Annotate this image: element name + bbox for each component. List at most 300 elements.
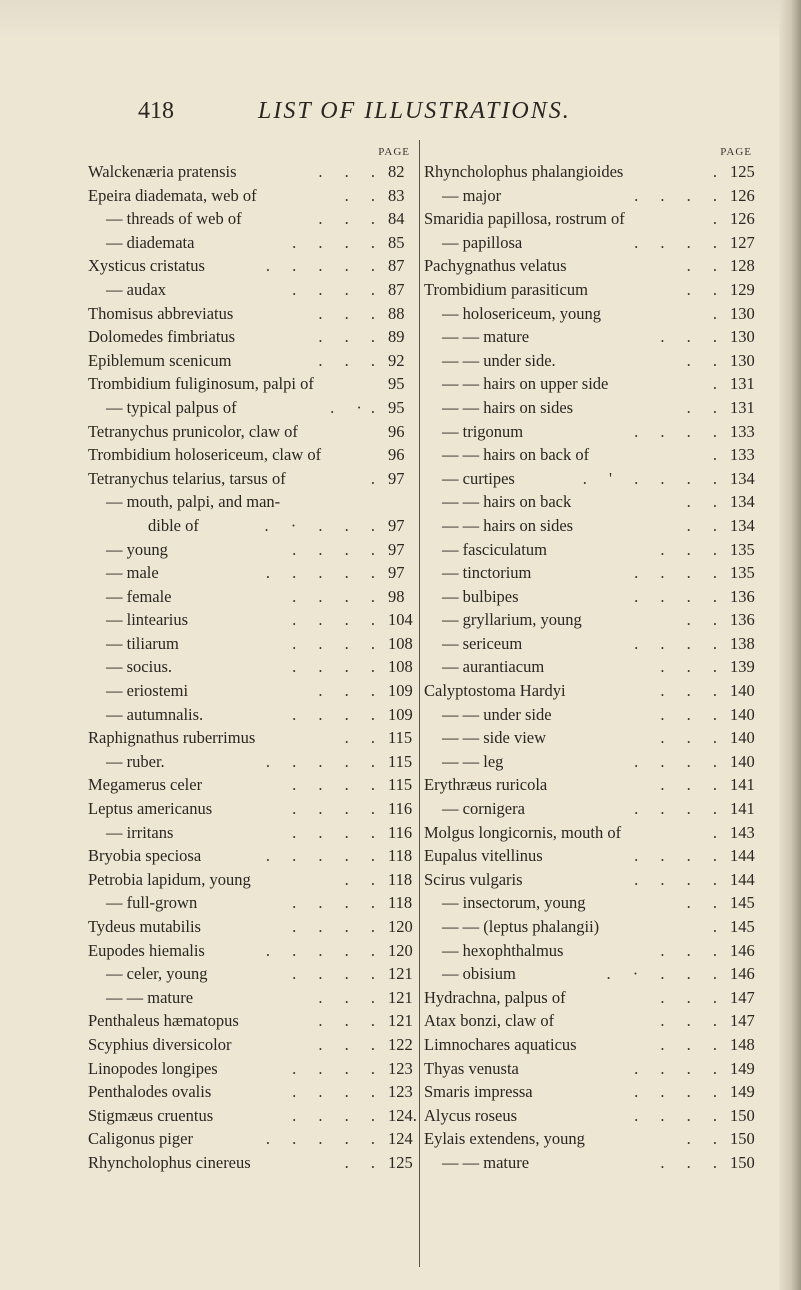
entry-title: Epiblemum scenicum [88, 350, 232, 370]
entry-title: Alycus roseus [424, 1105, 518, 1125]
list-item [88, 514, 418, 538]
entry-title: — — mature [442, 327, 530, 347]
entry-title: — celer, young [106, 964, 208, 984]
list-item [88, 1127, 418, 1151]
entry-title: Eupalus vitellinus [424, 846, 543, 866]
entry-title: Stigmæus cruentus [88, 1105, 214, 1125]
list-item [424, 679, 760, 703]
entry-title: — — hairs on back [442, 492, 572, 512]
leader-dots: . . [686, 397, 726, 417]
entry-page-number: 118 [388, 893, 413, 913]
list-item [424, 1057, 760, 1081]
list-item [88, 797, 418, 821]
entry-page-number: 82 [388, 162, 405, 181]
leader-dots: . . . . [634, 185, 726, 205]
list-item [88, 254, 418, 278]
entry-title: — fasciculatum [442, 539, 547, 559]
leader-dots: . [712, 303, 726, 323]
page-top-shadow [0, 0, 801, 40]
list-item [88, 655, 418, 679]
entry-title: Rhyncholophus cinereus [88, 1152, 251, 1172]
entry-title: — — under side [442, 704, 552, 724]
list-item [424, 797, 760, 821]
leader-dots: . . . . [634, 846, 726, 866]
list-item [88, 608, 418, 632]
leader-dots: . . . . [634, 232, 726, 252]
entry-title: — hexophthalmus [442, 940, 564, 960]
leader-dots: . . [344, 728, 384, 748]
entry-page-number: 130 [730, 327, 755, 347]
leader-dots: . ·. [330, 397, 384, 417]
list-item [424, 207, 760, 231]
leader-dots: . . . [318, 1034, 384, 1054]
entry-page-number: 130 [730, 303, 755, 323]
list-item [88, 986, 418, 1010]
entry-title: — major [442, 185, 502, 205]
entry-page-number: 118 [388, 846, 413, 866]
list-item [424, 1080, 760, 1104]
leader-dots: . ' . . . . [582, 468, 726, 488]
entry-title: Leptus americanus [88, 799, 213, 819]
entry-page-number: 148 [730, 1034, 755, 1054]
leader-dots: . . . [318, 987, 384, 1007]
list-item [88, 703, 418, 727]
list-item [424, 868, 760, 892]
list-item [424, 561, 760, 585]
entry-page-number: 139 [730, 657, 755, 677]
leader-dots: . · . . . [264, 515, 384, 535]
leader-dots: . . . [660, 987, 726, 1007]
entry-page-number: 131 [730, 374, 755, 394]
entry-title: — — (leptus phalangii) [442, 917, 600, 936]
entry-page-number: 133 [730, 445, 755, 465]
entry-title: Dolomedes fimbriatus [88, 327, 236, 347]
entry-page-number: 96 [388, 421, 405, 441]
leader-dots: . · . . . [606, 964, 726, 984]
entry-title: Scirus vulgaris [424, 869, 523, 889]
entry-title: — tinctorium [442, 563, 532, 583]
entry-page-number: 115 [388, 728, 413, 748]
page-column-label: PAGE [720, 146, 752, 158]
entry-page-number: 133 [730, 421, 755, 441]
list-item [424, 632, 760, 656]
page-title: LIST OF ILLUSTRATIONS. [258, 98, 571, 124]
entry-title: — irritans [106, 822, 174, 842]
list-item [88, 490, 418, 514]
list-item [88, 278, 418, 302]
entry-page-number: 126 [730, 185, 755, 205]
entry-title: — typical palpus of [106, 397, 237, 417]
page-column-label: PAGE [378, 146, 410, 158]
leader-dots: . . . [318, 1011, 384, 1031]
list-item [88, 868, 418, 892]
entry-page-number: 147 [730, 1011, 755, 1031]
entry-page-number: 97 [388, 515, 405, 535]
leader-dots: . . . . . [265, 846, 384, 866]
entry-page-number: 150 [730, 1129, 755, 1149]
entry-page-number: 97 [388, 468, 405, 488]
list-item [88, 231, 418, 255]
entry-title: Thomisus abbreviatus [88, 303, 234, 323]
leader-dots: . . . [660, 327, 726, 347]
entry-page-number: 109 [388, 681, 413, 701]
entry-page-number: 145 [730, 893, 755, 913]
entry-title: — eriostemi [106, 681, 189, 701]
list-item [88, 1151, 418, 1175]
entry-page-number: 118 [388, 869, 413, 889]
entry-title: Penthaleus hæmatopus [88, 1011, 239, 1031]
leader-dots: . . . . [292, 657, 384, 677]
entry-title: — — under side. [442, 350, 556, 370]
leader-dots: . . . . [292, 586, 384, 606]
page-number: 418 [138, 98, 174, 124]
entry-title: — — hairs on back of [442, 445, 590, 465]
list-item [88, 726, 418, 750]
entry-title: Eylais extendens, young [424, 1129, 585, 1149]
entry-page-number: 125 [388, 1152, 413, 1172]
entry-title: — socius. [106, 657, 172, 677]
entry-page-number: 98 [388, 586, 405, 606]
leader-dots: . [712, 445, 726, 465]
entry-title: — male [106, 563, 159, 583]
leader-dots: . . [344, 185, 384, 205]
entry-page-number: 134 [730, 492, 755, 512]
leader-dots: . . . . . [265, 751, 384, 771]
entry-page-number: 104 [388, 610, 413, 630]
entry-title: — — mature [442, 1152, 530, 1172]
entry-title: — — leg [442, 751, 504, 771]
entry-title: dible of [148, 515, 199, 535]
list-item [88, 420, 418, 444]
list-item [88, 302, 418, 326]
entry-title: Thyas venusta [424, 1058, 519, 1078]
leader-dots: . . . . [634, 421, 726, 441]
list-item [424, 891, 760, 915]
entry-title: Eupodes hiemalis [88, 940, 205, 960]
entry-page-number: 116 [388, 799, 413, 819]
list-item [88, 160, 418, 184]
leader-dots: . . . . [634, 633, 726, 653]
entry-title: — cornigera [442, 799, 525, 819]
list-item [424, 443, 760, 467]
entry-title: Petrobia lapidum, young [88, 869, 251, 889]
entry-title: — lintearius [106, 610, 189, 630]
list-item [88, 396, 418, 420]
list-item [88, 207, 418, 231]
entry-title: — sericeum [442, 633, 523, 653]
leader-dots: . . . [660, 728, 726, 748]
entry-page-number: 136 [730, 586, 755, 606]
leader-dots: . . . . [292, 917, 384, 936]
entry-page-number: 116 [388, 822, 413, 842]
entry-page-number: 97 [388, 539, 405, 559]
entry-page-number: 138 [730, 633, 755, 653]
list-item [88, 1009, 418, 1033]
entry-title: — holosericeum, young [442, 303, 602, 323]
list-item [88, 821, 418, 845]
entry-page-number: 87 [388, 256, 405, 276]
leader-dots: . . . . [634, 586, 726, 606]
entry-page-number: 95 [388, 374, 405, 394]
entry-page-number: 141 [730, 775, 755, 795]
leader-dots: . . . . [292, 893, 384, 913]
entry-page-number: 131 [730, 397, 755, 417]
entry-title: Raphignathus ruberrimus [88, 728, 256, 748]
entry-title: — trigonum [442, 421, 524, 441]
entry-title: Caligonus piger [88, 1129, 193, 1149]
list-item [424, 420, 760, 444]
list-item [88, 561, 418, 585]
entry-title: — aurantiacum [442, 657, 545, 677]
entry-page-number: 87 [388, 279, 405, 299]
leader-dots: . . . . [292, 1105, 384, 1125]
entry-page-number: 130 [730, 350, 755, 370]
entry-title: — full-grown [106, 893, 198, 913]
leader-dots: . . . . [634, 869, 726, 889]
list-item [88, 349, 418, 373]
leader-dots: . . . [318, 209, 384, 229]
entry-page-number: 136 [730, 610, 755, 630]
list-item [424, 254, 760, 278]
leader-dots: . . . . . [265, 940, 384, 960]
entry-title: Molgus longicornis, mouth of [424, 822, 622, 842]
leader-dots: . [370, 468, 384, 488]
leader-dots: . . . . [634, 1058, 726, 1078]
entry-title: — young [106, 539, 168, 559]
entry-page-number: 88 [388, 303, 405, 323]
list-item [88, 844, 418, 868]
leader-dots: . . . [660, 775, 726, 795]
entry-page-number: 115 [388, 751, 413, 771]
list-item [88, 467, 418, 491]
right-column [424, 146, 760, 1175]
entry-page-number: 124 [388, 1129, 413, 1149]
entry-title: Megamerus celer [88, 775, 203, 795]
list-item [424, 538, 760, 562]
leader-dots: . . . . [292, 1058, 384, 1078]
list-item [88, 962, 418, 986]
list-item [424, 986, 760, 1010]
leader-dots: . . . . [292, 633, 384, 653]
leader-dots: . . . . [292, 775, 384, 795]
entry-title: — gryllarium, young [442, 610, 582, 630]
entry-title: Calyptostoma Hardyi [424, 681, 566, 701]
entry-page-number: 97 [388, 563, 405, 583]
entry-title: — mouth, palpi, and man- [106, 492, 281, 512]
leader-dots: . . . . [292, 610, 384, 630]
leader-dots: . . [686, 1129, 726, 1149]
leader-dots: . . [686, 492, 726, 512]
entry-title: — — side view [442, 728, 547, 748]
leader-dots: . . [686, 350, 726, 370]
entry-page-number: 109 [388, 704, 413, 724]
list-item [424, 1104, 760, 1128]
list-item [424, 1033, 760, 1057]
entry-title: Pachygnathus velatus [424, 256, 567, 276]
entry-title: Trombidium holosericeum, claw of [88, 445, 322, 465]
entry-page-number: 150 [730, 1105, 755, 1125]
list-item [88, 1104, 418, 1128]
running-head [0, 98, 801, 138]
leader-dots: . . . . [292, 1082, 384, 1102]
entry-title: — obisium [442, 964, 516, 984]
list-item [424, 160, 760, 184]
leader-dots: . . . [660, 681, 726, 701]
leader-dots: . . . [660, 704, 726, 724]
list-item [424, 490, 760, 514]
entry-page-number: 128 [730, 256, 755, 276]
list-item [424, 915, 760, 939]
entry-page-number: 149 [730, 1082, 755, 1102]
leader-dots: . . . [660, 940, 726, 960]
list-item [88, 325, 418, 349]
list-item [424, 939, 760, 963]
entry-page-number: 84 [388, 209, 405, 229]
entry-page-number: 143 [730, 822, 755, 842]
entry-title: Tetranychus telarius, tarsus of [88, 468, 286, 488]
column-divider [419, 140, 420, 1267]
entry-page-number: 149 [730, 1058, 755, 1078]
list-item [88, 1080, 418, 1104]
list-item [88, 1057, 418, 1081]
leader-dots: . . . . [634, 751, 726, 771]
list-item [424, 302, 760, 326]
leader-dots: . . . . [634, 799, 726, 819]
entry-page-number: 145 [730, 917, 755, 936]
leader-dots: . . . . [292, 964, 384, 984]
list-item [88, 184, 418, 208]
entry-title: Trombidium parasiticum [424, 279, 588, 299]
entry-page-number: 134 [730, 515, 755, 535]
list-item [424, 278, 760, 302]
leader-dots: . . [686, 610, 726, 630]
list-item [424, 962, 760, 986]
list-item [424, 1009, 760, 1033]
entry-title: — female [106, 586, 172, 606]
entry-title: — bulbipes [442, 586, 519, 606]
list-item [88, 372, 418, 396]
list-item [424, 726, 760, 750]
leader-dots: . . . . . [265, 256, 384, 276]
leader-dots: . . . . [292, 279, 384, 299]
list-item [424, 821, 760, 845]
entry-page-number: 124. [388, 1105, 417, 1125]
entry-page-number: 141 [730, 799, 755, 819]
entry-title: — autumnalis. [106, 704, 204, 724]
leader-dots: . . . [660, 539, 726, 559]
list-item [424, 1151, 760, 1175]
entry-title: Atax bonzi, claw of [424, 1011, 555, 1031]
leader-dots: . . . [660, 1011, 726, 1031]
entry-page-number: 83 [388, 185, 405, 205]
list-item [88, 939, 418, 963]
entry-page-number: 123 [388, 1058, 413, 1078]
entry-title: — tiliarum [106, 633, 179, 653]
list-item [88, 585, 418, 609]
leader-dots: . . . . [292, 822, 384, 842]
leader-dots: . . . [660, 1152, 726, 1172]
list-item [424, 1127, 760, 1151]
entry-title: Hydrachna, palpus of [424, 987, 566, 1007]
entry-page-number: 146 [730, 964, 755, 984]
leader-dots: . . . . [292, 539, 384, 559]
leader-dots: . . . [318, 350, 384, 370]
entry-title: Erythræus ruricola [424, 775, 548, 795]
entry-title: — curtipes [442, 468, 515, 488]
entry-page-number: 135 [730, 563, 755, 583]
leader-dots: . [712, 374, 726, 394]
entry-title: Tydeus mutabilis [88, 917, 201, 936]
entry-page-number: 134 [730, 468, 755, 488]
entry-title: Trombidium fuliginosum, palpi of [88, 374, 314, 394]
entry-page-number: 120 [388, 940, 413, 960]
leader-dots: . [712, 917, 726, 936]
list-item [88, 443, 418, 467]
list-item [424, 514, 760, 538]
entry-page-number: 140 [730, 751, 755, 771]
entry-page-number: 96 [388, 445, 405, 465]
list-item [88, 891, 418, 915]
list-item [424, 349, 760, 373]
list-item [88, 915, 418, 939]
list-item [424, 467, 760, 491]
entry-page-number: 135 [730, 539, 755, 559]
entry-title: Limnochares aquaticus [424, 1034, 577, 1054]
entry-page-number: 92 [388, 350, 405, 370]
leader-dots: . [712, 209, 726, 229]
entry-page-number: 89 [388, 327, 405, 347]
entry-page-number: 121 [388, 964, 413, 984]
entry-title: Walckenæria pratensis [88, 162, 237, 181]
entry-page-number: 147 [730, 987, 755, 1007]
leader-dots: . . . . [292, 704, 384, 724]
entry-page-number: 85 [388, 232, 405, 252]
entry-title: — — mature [106, 987, 194, 1007]
entry-title: Bryobia speciosa [88, 846, 202, 866]
entry-page-number: 144 [730, 846, 755, 866]
leader-dots: . . [344, 869, 384, 889]
leader-dots: . . . . [634, 1082, 726, 1102]
list-item [88, 773, 418, 797]
leader-dots: . [712, 822, 726, 842]
leader-dots: . . . . [292, 232, 384, 252]
leader-dots: . . . [318, 162, 384, 181]
left-column [88, 146, 418, 1175]
list-item [88, 750, 418, 774]
entry-page-number: 121 [388, 1011, 413, 1031]
entry-page-number: 123 [388, 1082, 413, 1102]
list-item [424, 844, 760, 868]
list-item [88, 679, 418, 703]
page-gutter-shadow [779, 0, 801, 1290]
list-item [424, 585, 760, 609]
list-item [424, 655, 760, 679]
leader-dots: . . [686, 279, 726, 299]
entry-title: — diademata [106, 232, 195, 252]
entry-title: — threads of web of [106, 209, 242, 229]
leader-dots: . . . [660, 657, 726, 677]
entry-page-number: 125 [730, 162, 755, 181]
leader-dots: . . . . [292, 799, 384, 819]
entry-title: Tetranychus prunicolor, claw of [88, 421, 298, 441]
list-item [424, 231, 760, 255]
leader-dots: . . . [660, 1034, 726, 1054]
list-item [424, 773, 760, 797]
list-item [88, 538, 418, 562]
entry-page-number: 127 [730, 232, 755, 252]
leader-dots: . . . . [634, 1105, 726, 1125]
entry-title: — — hairs on upper side [442, 374, 609, 394]
